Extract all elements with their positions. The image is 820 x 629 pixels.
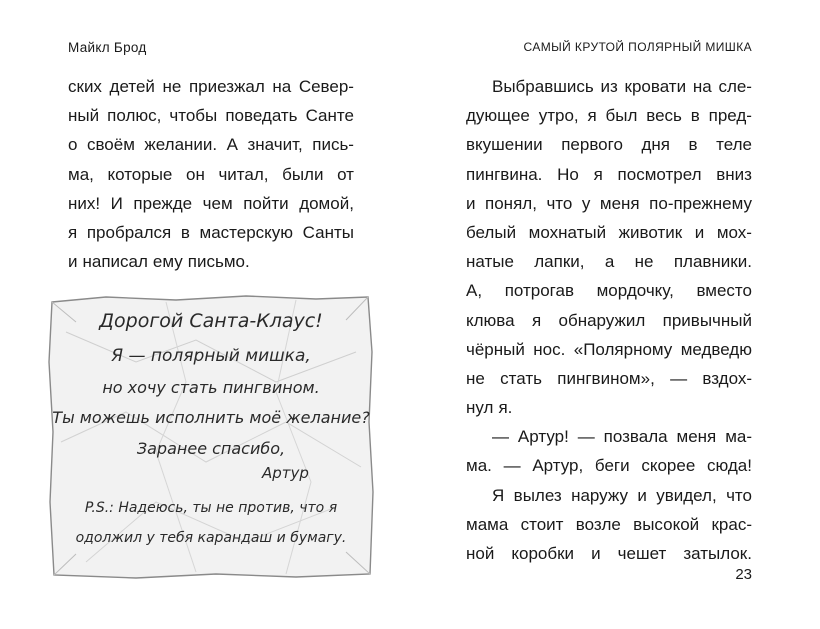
word: прежде [133, 193, 193, 213]
word: животик [618, 222, 683, 242]
word: стать [500, 368, 542, 388]
word: дующее [466, 106, 530, 126]
running-head-author: Майкл Брод [68, 40, 147, 55]
word: мохнатый [528, 222, 607, 242]
right-page [410, 0, 820, 629]
word: и [466, 193, 476, 213]
word: Санте [305, 106, 354, 126]
word: них! [68, 193, 101, 213]
word: были [282, 164, 324, 184]
word: нул [466, 398, 494, 418]
word: чешет [617, 544, 667, 563]
text-line [466, 422, 752, 451]
word: не [466, 368, 485, 388]
word: увидел, [656, 485, 717, 505]
text-line [466, 510, 752, 539]
word: теле [716, 135, 752, 155]
word: «Полярному [573, 339, 673, 359]
word: нос. [533, 339, 566, 359]
word: я [587, 106, 597, 126]
word: ный [68, 106, 100, 126]
word: я [68, 222, 78, 242]
page-number: 23 [735, 566, 752, 583]
word: Выбравшись [492, 77, 594, 96]
word: по-прежнему [649, 193, 752, 213]
word: — [503, 456, 521, 476]
word: пингвина. [466, 164, 543, 184]
letter-postscript: одолжил у тебя карандаш и бумагу. [75, 530, 347, 546]
word: мох- [716, 222, 752, 242]
word: вкушении [466, 135, 543, 155]
word: Север- [298, 77, 354, 96]
letter-signature: Артур [262, 464, 309, 482]
word: что [546, 193, 573, 213]
word: Но [557, 164, 579, 184]
word: письмо. [187, 252, 250, 272]
word: у [581, 193, 591, 213]
text-line [68, 130, 354, 159]
word: и [591, 544, 601, 563]
word: в [688, 135, 698, 155]
word: пойти [243, 193, 289, 213]
text-line [466, 364, 752, 393]
word: обнаружил [558, 310, 646, 330]
word: лапки, [534, 252, 585, 272]
word: вместо [696, 281, 752, 301]
handwritten-letter [46, 292, 376, 580]
word: наружу [571, 485, 628, 505]
word: в [690, 106, 700, 126]
word: чтобы [169, 106, 218, 126]
word: первого [561, 135, 623, 155]
letter-line: Заранее спасибо, [136, 439, 286, 458]
word: пробрался [86, 222, 172, 242]
text-line [466, 130, 752, 159]
text-line [68, 160, 354, 189]
text-line [68, 247, 354, 276]
word: не [162, 77, 182, 96]
word: А [226, 135, 238, 155]
word: Я [492, 485, 505, 505]
word: утро, [538, 106, 579, 126]
word: мастерскую [199, 222, 294, 242]
word: значит, [247, 135, 303, 155]
letter-line: Я — полярный мишка, [111, 346, 311, 366]
word: привычный [662, 310, 752, 330]
word: от [337, 164, 354, 184]
text-line [466, 247, 752, 276]
word: скорее [641, 456, 696, 476]
word: натые [466, 252, 514, 272]
word: вылез [513, 485, 562, 505]
word: кровати [624, 77, 687, 96]
word: затылок. [683, 544, 752, 563]
text-line [68, 189, 354, 218]
letter-postscript: P.S.: Надеюсь, ты не против, что я [84, 500, 338, 516]
word: сле- [718, 77, 752, 96]
word: позвала [603, 427, 668, 447]
word: и [68, 252, 78, 272]
letter-line: но хочу стать пингвином. [102, 378, 320, 397]
text-line [466, 539, 752, 568]
word: а [604, 252, 615, 272]
word: чем [202, 193, 233, 213]
word: Артур, [532, 456, 584, 476]
word: меня [599, 193, 640, 213]
word: ма, [68, 164, 94, 184]
word: дня [641, 135, 670, 155]
word: читал, [218, 164, 269, 184]
word: — [492, 427, 509, 447]
word: беги [594, 456, 630, 476]
word: поведать [225, 106, 298, 126]
word: вздох- [702, 368, 752, 388]
word: полюс, [107, 106, 162, 126]
text-line [68, 218, 354, 247]
letter-line: Ты можешь исполнить моё желание? [52, 408, 370, 427]
word: ма- [725, 427, 752, 447]
word: высокой [633, 514, 700, 534]
text-line [466, 481, 752, 510]
word: ских [68, 77, 102, 96]
word: на [272, 77, 292, 96]
word: я [593, 164, 603, 184]
word: я. [498, 398, 513, 418]
word: ной [466, 544, 495, 563]
word: крас- [711, 514, 752, 534]
word: и [637, 485, 647, 505]
word: пингвином», [557, 368, 655, 388]
word: Санты [302, 222, 354, 242]
word: меня [676, 427, 717, 447]
word: Артур! [517, 427, 569, 447]
word: мама [466, 514, 509, 534]
word: стоит [520, 514, 564, 534]
word: он [185, 164, 205, 184]
word: понял, [485, 193, 537, 213]
text-line [68, 101, 354, 130]
word: А, [466, 281, 483, 301]
text-line [466, 451, 752, 480]
text-line [466, 335, 752, 364]
word: ма. [466, 456, 492, 476]
word: на [692, 77, 712, 96]
word: И [110, 193, 123, 213]
letter-greeting: Дорогой Санта-Клаус! [99, 310, 323, 332]
word: что [726, 485, 752, 505]
word: вниз [716, 164, 752, 184]
word: желании. [144, 135, 218, 155]
word: мордочку, [596, 281, 674, 301]
word: — [670, 368, 688, 388]
text-line [466, 160, 752, 189]
text-line [466, 218, 752, 247]
word: из [600, 77, 618, 96]
word: в [180, 222, 190, 242]
word: коробки [511, 544, 575, 563]
word: потрогав [504, 281, 574, 301]
running-head-title: САМЫЙ КРУТОЙ ПОЛЯРНЫЙ МИШКА [523, 40, 752, 54]
word: написал [82, 252, 148, 272]
word: весь [646, 106, 682, 126]
word: приезжал [188, 77, 265, 96]
word: пред- [708, 106, 752, 126]
word: не [634, 252, 654, 272]
word: — [577, 427, 595, 447]
word: пись- [312, 135, 354, 155]
word: и [694, 222, 705, 242]
left-body-text [68, 72, 354, 276]
word: был [605, 106, 638, 126]
word: я [531, 310, 542, 330]
word: посмотрел [617, 164, 702, 184]
word: чёрный [466, 339, 525, 359]
word: плавники. [673, 252, 752, 272]
word: о [68, 135, 78, 155]
word: медведю [680, 339, 752, 359]
word: белый [466, 222, 517, 242]
text-line [466, 393, 752, 422]
word: детей [109, 77, 155, 96]
text-line [466, 306, 752, 335]
text-line [466, 72, 752, 101]
word: своём [86, 135, 135, 155]
text-line [68, 72, 354, 101]
text-line [466, 189, 752, 218]
text-line [466, 276, 752, 305]
text-line [466, 101, 752, 130]
word: клюва [466, 310, 515, 330]
word: сюда! [707, 456, 752, 476]
word: возле [575, 514, 621, 534]
word: домой, [299, 193, 354, 213]
right-body-text [466, 72, 752, 568]
word: которые [107, 164, 173, 184]
word: ему [152, 252, 183, 272]
